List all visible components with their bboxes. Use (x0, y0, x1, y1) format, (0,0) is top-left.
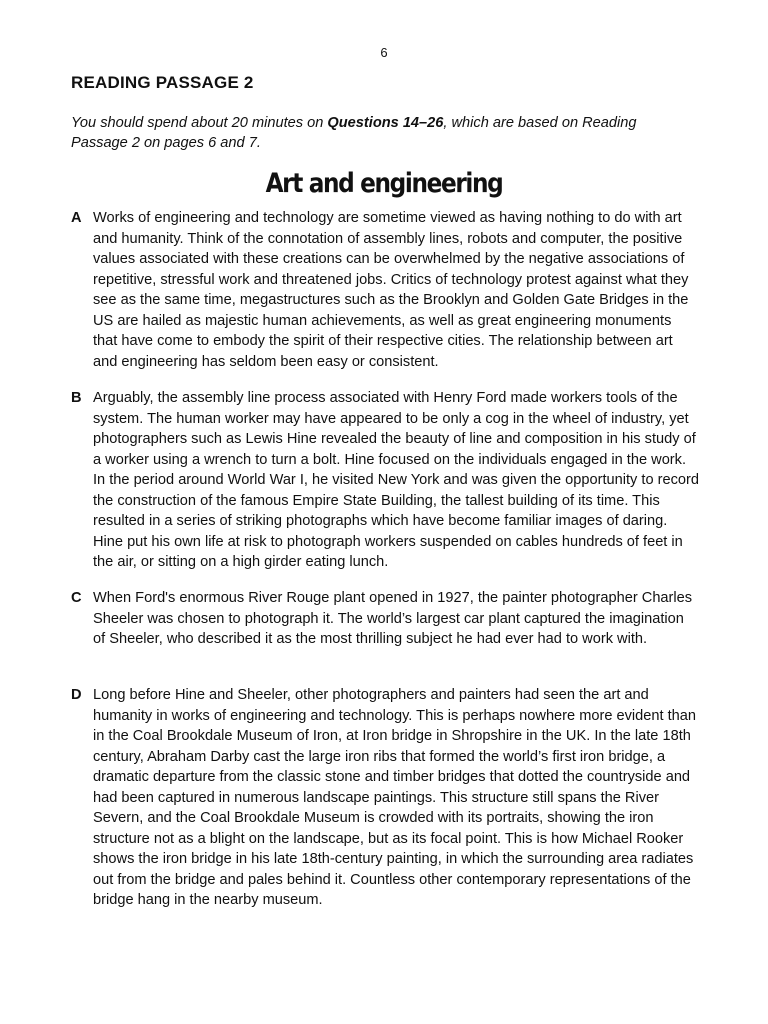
paragraph-text: Arguably, the assembly line process associated with Henry Ford made workers tools of the system. The human worker may have appeared to be only a cog in the wheel of industry, yet photographers such as Lewis Hine revealed the beauty of line and composition in his study of a worker using a wrench to turn a bolt. Hine focused on the individuals engaged in the work. In the period around World War I, he visited New York and was given the opportunity to record the construction of the famous Empire State Building, the tallest building of its time. This resulted in a series of striking photographs which have become familiar images of daring. Hine put his own life at risk to photograph workers suspended on cables hundreds of feet in the air, or sitting on a high girder eating lunch. (93, 390, 699, 570)
paragraph-b (71, 388, 699, 573)
questions-range: Questions 14–26 (327, 115, 444, 131)
instructions-text-before: You should spend about 20 minutes on (71, 115, 328, 131)
passage-heading: READING PASSAGE 2 (71, 73, 254, 92)
article-title: Art and engineering (265, 168, 503, 199)
paragraph-letter: C (71, 590, 82, 606)
paragraph-text: Works of engineering and technology are sometime viewed as having nothing to do with art and humanity. Think of the connotation of assembly lines, robots and computer, the positive values associated with these creations can be overwhelmed by the negative associations of repetitive, stressful work and threatened jobs. Critics of technology protest against what they see as the same time, megastructures such as the Brooklyn and Golden Gate Bridges in the US are hailed as majestic human achievements, as well as great engineering monuments that have come to embody the spirit of their respective cities. The relationship between art and engineering has seldom been easy or consistent. (93, 210, 689, 370)
paragraph-c (71, 588, 699, 650)
paragraph-letter: B (71, 390, 82, 406)
page-number: 6 (380, 45, 388, 60)
paragraph-text: Long before Hine and Sheeler, other photographers and painters had seen the art and humanity in works of engineering and technology. This is perhaps nowhere more evident than in the Coal Brookdale Museum of Iron, at Iron bridge in Shropshire in the UK. In the late 18th century, Abraham Darby cast the large iron ribs that formed the world’s first iron bridge, a dramatic departure from the classic stone and timber bridges that dotted the countryside and had been captured in numerous landscape paintings. This structure still spans the River Severn, and the Coal Brookdale Museum is crowded with its portraits, showing the iron structure not as a blight on the landscape, but as its focal point. This is how Michael Rooker shows the iron bridge in his late 18th-century painting, in which the surrounding area radiates out from the bridge and pales behind it. Countless other contemporary representations of the bridge hang in the nearby museum. (93, 687, 697, 908)
instructions (71, 113, 671, 153)
paragraph-letter: D (71, 687, 82, 703)
paragraph-text: When Ford's enormous River Rouge plant opened in 1927, the painter photographer Charles Sheeler was chosen to photograph it. The world’s largest car plant captured the imagination of Sheeler, who described it as the most thrilling subject he had ever had to work with. (93, 590, 693, 647)
paragraph-d (71, 685, 699, 911)
paragraph-a (71, 208, 699, 372)
paragraph-letter: A (71, 210, 82, 226)
instructions-text-after: , which are based on Reading Passage 2 on pages 6 and 7. (71, 115, 637, 151)
